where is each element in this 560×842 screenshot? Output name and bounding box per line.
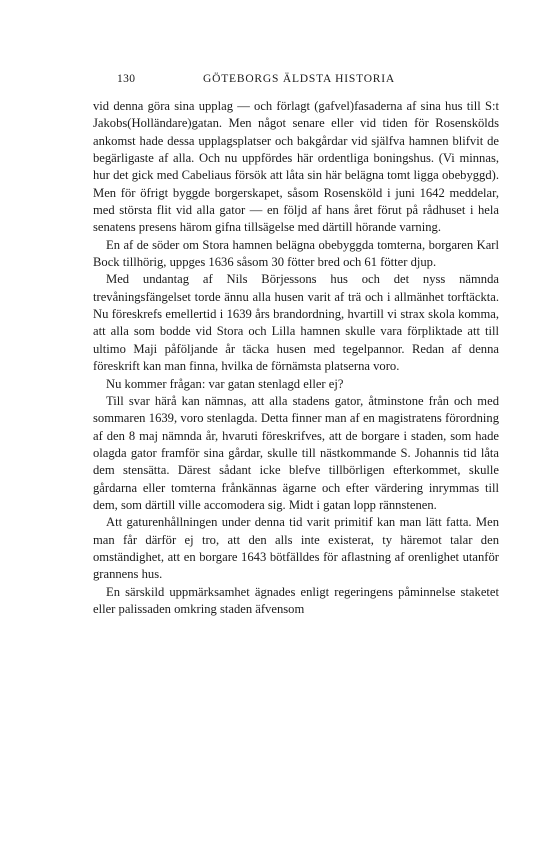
paragraph: Nu kommer frågan: var gatan stenlagd eller ej? bbox=[106, 376, 344, 391]
body-text bbox=[93, 98, 499, 618]
paragraph: Med undantag af Nils Börjessons hus och det nyss nämnda trevåningsfängelset torde ännu alla husen varit af trä och i allmänhet torftäckta. Nu föreskrefs emellertid i 1639 års brandordning, hvartill vi strax skola komma, att alla som bodde vid Stora och Lilla hamnen skulle vara förpliktade att till ultimo Maji påföljande år täcka husen med tegelpannor. Redan af denna föreskrift kan man finna, hvilka de förnämsta platserna voro. bbox=[93, 272, 499, 374]
paragraph: En af de söder om Stora hamnen belägna obebyggda tomterna, borgaren Karl Bock tillhörig, uppges 1636 såsom 30 fötter bred och 61 fötter djup. bbox=[93, 237, 499, 270]
paragraph: Att gaturenhållningen under denna tid varit primitif kan man lätt fatta. Men man får därför ej tro, att den alls inte existerat, ty häremot talar den omständighet, att en borgare 1643 bötfälldes för aflastning af orenlighet utanför grannens hus. bbox=[93, 515, 499, 582]
paragraph: En särskild uppmärksamhet ägnades enligt regeringens påminnelse staketet eller palissaden omkring staden äfvensom bbox=[93, 584, 499, 616]
running-title: GÖTEBORGS ÄLDSTA HISTORIA bbox=[203, 73, 396, 85]
page-header bbox=[117, 73, 477, 91]
paragraph: Till svar härå kan nämnas, att alla stadens gator, åtminstone från och med sommaren 1639, voro stenlagda. Detta finner man af en magistratens förordning af den 8 maj nämnda år, hvaruti föreskrifves, att de borgare i staden, som hade olagda gator framför sina gårdar, skulle till nästkommande S. Johannis tid låta dem stensätta. Därest sådant icke blefve tillbörligen efterkommet, skulle gårdarna eller tomterna frånkännas ägarne och efter värdering inrymmas till dem, som därtill ville accomodera sig. Midt i gatan lopp rännstenen. bbox=[93, 393, 499, 512]
page-number: 130 bbox=[117, 73, 136, 85]
paragraph: vid denna göra sina upplag — och förlagt (gafvel)fasaderna af sina hus till S:t Jakobs(Holländare)gatan. Men något senare eller vid tiden för Rosenskölds ankomst hade dessa upplagsplatser och bakgårdar vid själfva hamnen blifvit de begärligaste af alla. Och nu uppfördes här ordentliga boningshus. (Vi minnas, hur det gick med Cabeliaus försök att låta sin här belägna tomt ligga obebyggd). Men för öfrigt byggde borgerskapet, såsom Rosensköld i juni 1642 meddelar, med största flit vid alla gator — en följd af hans året förut på rådhuset i hela senatens presens härom gifna tillsägelse med därtill hörande varning. bbox=[93, 99, 499, 235]
